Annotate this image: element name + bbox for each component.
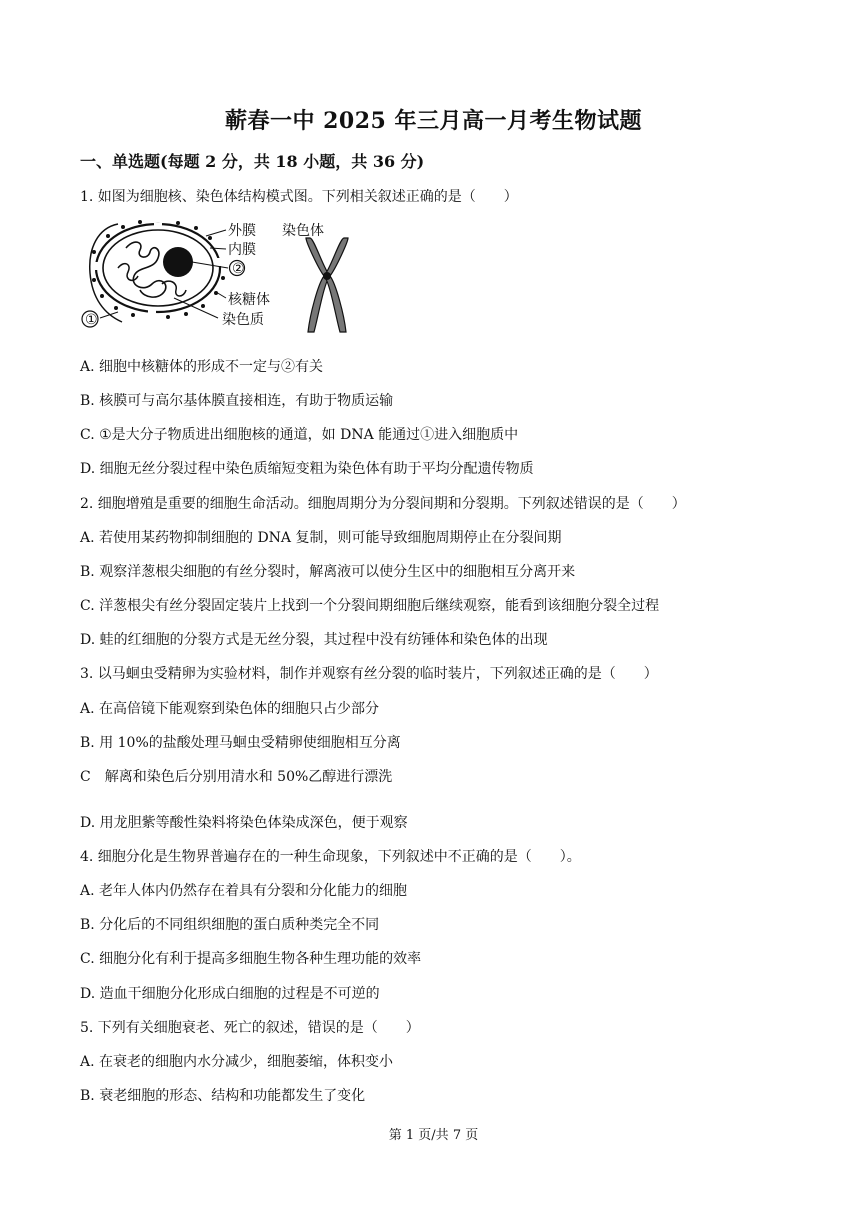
question-2-option-a: A. 若使用某药物抑制细胞的 DNA 复制，则可能导致细胞周期停止在分裂间期 [80,530,562,546]
question-1-stem: 1. 如图为细胞核、染色体结构模式图。下列相关叙述正确的是（ ） [80,189,518,205]
question-4-stem: 4. 细胞分化是生物界普遍存在的一种生命现象，下列叙述中不正确的是（ ）。 [80,849,581,865]
question-4-option-d: D. 造血干细胞分化形成白细胞的过程是不可逆的 [80,986,380,1002]
question-3-stem: 3. 以马蛔虫受精卵为实验材料，制作并观察有丝分裂的临时装片，下列叙述正确的是（ ） [80,666,658,682]
chromosome-shape [306,238,348,332]
label-two: ② [232,261,245,277]
question-1-option-b: B. 核膜可与高尔基体膜直接相连，有助于物质运输 [80,393,394,409]
page-footer: 第 1 页/共 7 页 [388,1128,479,1143]
question-5-stem: 5. 下列有关细胞衰老、死亡的叙述，错误的是（ ） [80,1020,420,1036]
section-heading: 一、单选题(每题 2 分，共 18 小题，共 36 分) [80,152,425,171]
label-one: ① [85,312,98,328]
nucleolus-shape [163,247,193,277]
page-title: 蕲春一中 2025 年三月高一月考生物试题 [224,108,643,134]
question-4-option-b: B. 分化后的不同组织细胞的蛋白质种类完全不同 [80,917,380,933]
nucleus-chromosome-figure [78,218,358,336]
question-3-option-a: A. 在高倍镜下能观察到染色体的细胞只占少部分 [80,701,380,717]
question-5-option-b: B. 衰老细胞的形态、结构和功能都发生了变化 [80,1088,366,1104]
label-chromatin: 染色质 [222,312,264,328]
label-inner-membrane: 内膜 [228,242,256,258]
question-3-option-b: B. 用 10%的盐酸处理马蛔虫受精卵使细胞相互分离 [80,735,401,751]
question-2-option-c: C. 洋葱根尖有丝分裂固定装片上找到一个分裂间期细胞后继续观察，能看到该细胞分裂全过程 [80,598,660,614]
question-1-option-c: C. ①是大分子物质进出细胞核的通道，如 DNA 能通过①进入细胞质中 [80,427,519,443]
question-3-option-c: C 解离和染色后分别用清水和 50%乙醇进行漂洗 [80,769,393,785]
question-5-option-a: A. 在衰老的细胞内水分减少，细胞萎缩，体积变小 [80,1054,394,1070]
question-3-option-d: D. 用龙胆紫等酸性染料将染色体染成深色，便于观察 [80,815,408,831]
outer-membrane-shape [96,224,220,312]
question-2-stem: 2. 细胞增殖是重要的细胞生命活动。细胞周期分为分裂间期和分裂期。下列叙述错误的是（ ） [80,496,686,512]
question-1-option-d: D. 细胞无丝分裂过程中染色质缩短变粗为染色体有助于平均分配遗传物质 [80,461,534,477]
question-2-option-d: D. 蛙的红细胞的分裂方式是无丝分裂，其过程中没有纺锤体和染色体的出现 [80,632,548,648]
label-ribosome: 核糖体 [228,292,270,308]
label-outer-membrane: 外膜 [228,223,256,239]
label-chromosome: 染色体 [282,223,324,239]
question-4-option-c: C. 细胞分化有利于提高多细胞生物各种生理功能的效率 [80,951,422,967]
inner-membrane-shape [103,230,213,306]
question-2-option-b: B. 观察洋葱根尖细胞的有丝分裂时，解离液可以使分生区中的细胞相互分离开来 [80,564,576,580]
question-4-option-a: A. 老年人体内仍然存在着具有分裂和分化能力的细胞 [80,883,408,899]
question-1-option-a: A. 细胞中核糖体的形成不一定与②有关 [80,359,324,375]
